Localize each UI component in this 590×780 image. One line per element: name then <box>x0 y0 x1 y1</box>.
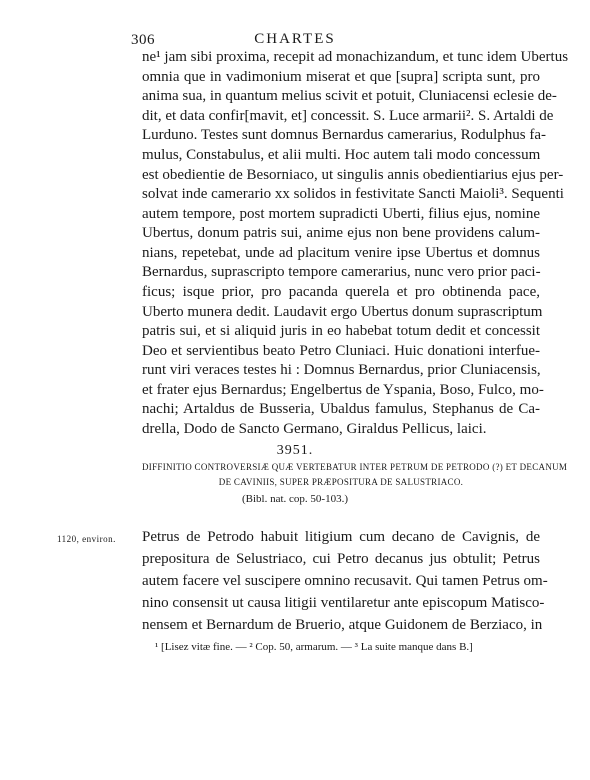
body-line: drella, Dodo de Sancto Germano, Giraldus Pellicus, laici. <box>142 421 487 437</box>
charter-title-line: DIFFINITIO CONTROVERSIÆ QUÆ VERTEBATUR INTER PETRUM DE PETRODO (?) ET DECANUM <box>142 462 568 472</box>
charter-title-line: DE CAVINIIS, SUPER PRÆPOSITURA DE SALUSTRIACO. <box>218 477 464 487</box>
margin-date: 1120, environ. <box>57 534 116 544</box>
running-title: CHARTES <box>254 31 336 47</box>
body-line: dit, et data confir[mavit, et] concessit. S. Luce armarii². S. Artaldi de <box>142 107 554 124</box>
body-line: Deo et servientibus beato Petro Cluniaci. Huic donationi interfue- <box>142 342 540 359</box>
body-line: autem tempore, post mortem supradicti Uberti, filius ejus, nomine <box>142 205 540 222</box>
body-line: et frater ejus Bernardus; Engelbertus de Yspania, Boso, Fulco, mo- <box>142 381 544 398</box>
charter-number: 3951. <box>276 443 314 458</box>
body-line: ficus; isque prior, pro pacanda querela et pro obtinenda pace, <box>142 283 540 300</box>
body-line: est obedientie de Besorniaco, ut singulis annis obedientiarius ejus per- <box>142 166 564 183</box>
body-line: Uberto munera dedit. Laudavit ergo Ubertus donum suprascriptum <box>142 303 543 320</box>
charter-line: prepositura de Selustriaco, cui Petro decanus jus obtulit; Petrus <box>142 551 540 567</box>
body-line: mulus, Constabulus, et alii multi. Hoc autem tali modo concessum <box>142 146 541 163</box>
body-line: ne¹ jam sibi proxima, recepit ad monachizandum, et tunc idem Ubertus <box>142 49 569 65</box>
body-line: nachi; Artaldus de Busseria, Ubaldus famulus, Stephanus de Ca- <box>142 401 540 418</box>
body-line: anima sua, in quantum melius scivit et potuit, Cluniacensi eclesie de- <box>142 88 557 105</box>
footnotes: ¹ [Lisez vitæ fine. — ² Cop. 50, armarum. — ³ La suite manque dans B.] <box>155 641 473 653</box>
body-line: Lurduno. Testes sunt domnus Bernardus camerarius, Rodulphus fa- <box>142 127 547 144</box>
page-number: 306 <box>131 32 155 48</box>
charter-line: nino consensit ut causa litigii ventilaretur ante episcopum Matisco- <box>142 595 545 611</box>
body-line: omnia que in vadimonium miserat et que [supra] scripta sunt, pro <box>142 68 540 85</box>
charter-source: (Bibl. nat. cop. 50-103.) <box>241 493 348 505</box>
body-line: Ubertus, donum patris sui, anime ejus non bene providens calum- <box>142 225 540 242</box>
body-line: solvat inde camerario xx solidos in festivitate Sancti Maioli³. Sequenti <box>142 186 564 203</box>
body-line: patris sui, et si aliquid juris in eo habebat totum dedit et concessit <box>142 323 540 340</box>
charter-line: Petrus de Petrodo habuit litigium cum decano de Cavignis, de <box>142 529 540 545</box>
charter-line: autem facere vel suscipere omnino recusavit. Qui tamen Petrus om- <box>142 573 548 589</box>
charter-line: nensem et Bernardum de Bruerio, atque Guidonem de Berziaco, in <box>142 617 543 633</box>
body-line: nians, repetebat, unde ad placitum venire ipse Ubertus et domnus <box>142 244 540 261</box>
body-line: runt viri veraces testes hi : Domnus Bernardus, prior Cluniacensis, <box>142 362 541 379</box>
body-line: Bernardus, suprascripto tempore camerarius, nunc vero prior paci- <box>142 264 541 281</box>
